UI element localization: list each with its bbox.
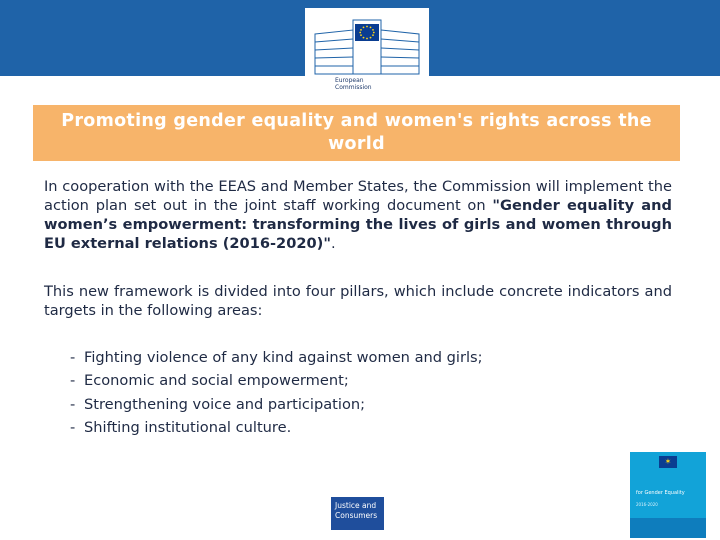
pillar-text: Fighting violence of any kind against women and girls; bbox=[84, 349, 483, 366]
jc-logo-line-1: Justice and bbox=[335, 501, 377, 510]
framework-paragraph: This new framework is divided into four pillars, which include concrete indicators and targets in the following areas: bbox=[44, 283, 672, 319]
list-item bbox=[70, 346, 483, 369]
logo-line-2: Commission bbox=[335, 84, 372, 91]
pillar-text: Shifting institutional culture. bbox=[84, 418, 292, 436]
document-title-quote: "Gender equality and women’s empowerment: transforming the lives of girls and women through EU external relations (2016-2020)" bbox=[44, 197, 672, 252]
intro-paragraph bbox=[44, 177, 672, 253]
intro-end: . bbox=[330, 235, 336, 252]
justice-consumers-logo bbox=[331, 497, 384, 530]
bullet-dash: - bbox=[70, 349, 76, 366]
publication-cover-thumbnail bbox=[630, 452, 706, 538]
intro-text: In cooperation with the EEAS and Member States, the Commission will implement the action plan set out in the joint staff working document on bbox=[44, 178, 672, 214]
pillar-text: Strengthening voice and participation; bbox=[84, 395, 366, 413]
bullet-dash: - bbox=[70, 372, 76, 390]
commission-building-icon bbox=[313, 14, 421, 76]
list-item bbox=[70, 369, 483, 392]
slide-title: Promoting gender equality and women's rights across the world bbox=[61, 111, 652, 154]
pillars-list bbox=[70, 346, 483, 439]
bullet-dash: - bbox=[70, 395, 76, 413]
cover-band bbox=[630, 518, 706, 538]
list-item bbox=[70, 393, 483, 416]
list-item bbox=[70, 416, 483, 439]
pillar-text: Economic and social empowerment; bbox=[84, 372, 349, 390]
european-commission-logo bbox=[305, 8, 429, 98]
logo-line-1: European bbox=[335, 77, 364, 84]
commission-logo-text bbox=[335, 77, 372, 91]
eu-stars-icon: ✶ bbox=[664, 457, 672, 466]
bullet-dash: - bbox=[70, 418, 76, 436]
cover-title: for Gender Equality bbox=[636, 490, 685, 496]
title-bar bbox=[33, 105, 680, 161]
cover-subtitle: 2016-2020 bbox=[636, 502, 658, 507]
jc-logo-line-2: Consumers bbox=[335, 511, 378, 520]
